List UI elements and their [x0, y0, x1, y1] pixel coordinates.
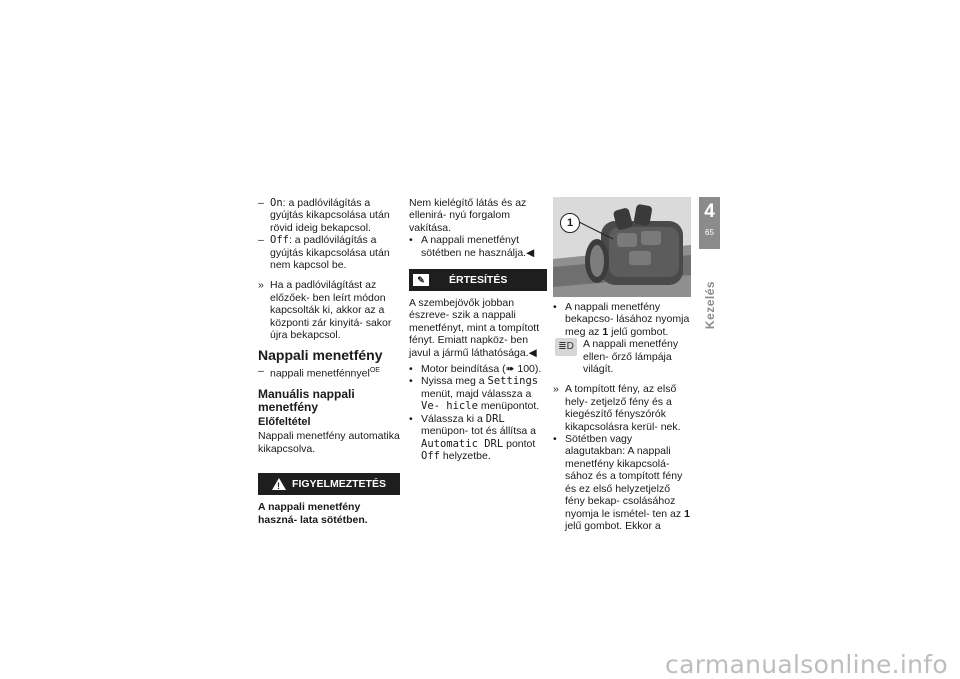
daytime-running-light-icon: ≣D	[555, 338, 577, 356]
column-2	[409, 197, 547, 462]
indicator-lamp-row	[553, 338, 691, 375]
heading-manual-drl: Manuális nappali menetfény	[258, 387, 355, 415]
code-off: Off	[270, 234, 289, 247]
step-open-settings: • Nyissa meg a Settings menüt, majd válassza a Ve- hicle menüpontot.	[409, 375, 540, 413]
bullet-tunnel: • Sötétben vagy alagutakban: A nappali menetfény kikapcsolá- sához és a tompított fény és ez első helyzetjelző fény bekap- csolásához nyomja le ismétel- ten az 1 jelű gombot. Ekkor a	[553, 433, 690, 532]
bullet-press-button: • A nappali menetfény bekapcso- lásához nyomja meg az 1 jelű gombot.	[553, 301, 690, 338]
warning-box: ! FIGYELMEZTETÉS	[258, 473, 400, 495]
page-ref-arrow-icon: ➠	[505, 363, 515, 376]
section-label: Kezelés	[702, 280, 717, 330]
watermark: carmanualsonline.info	[665, 649, 948, 679]
chapter-number: 4	[704, 201, 715, 222]
paragraph: Nem kielégítő látás és az ellenirá- nyú forgalom vakítása.	[409, 197, 527, 234]
column-1	[258, 197, 400, 526]
end-icon: ◀	[526, 246, 535, 259]
result-text: » A tompított fény, az első hely- zetjelző fény és a kiegészítő fényszórók kikapcsolásra kerül- nek.	[553, 383, 681, 433]
note-icon: ✎	[413, 274, 429, 286]
callout-marker: 1	[560, 213, 580, 233]
chapter-tab	[699, 197, 720, 249]
heading-drl: Nappali menetfény	[258, 347, 383, 364]
note-text: A szembejövők jobban észreve- szik a nappali menetfényt, mint a tompított fényt. Emiatt napköz- ben javul a jármű láthatósága.◀	[409, 297, 540, 359]
note-box: ✎ ÉRTESÍTÉS	[409, 269, 547, 291]
code-on: On	[270, 197, 283, 209]
warning-text: A nappali menetfény haszná- lata sötétben.	[258, 501, 368, 526]
lamp-text: A nappali menetfény ellen- őrző lámpája világít.	[583, 338, 679, 376]
page-number: 65	[705, 228, 714, 237]
step-start-engine: • Motor beindítása (➠ 100).	[409, 363, 542, 376]
drl-equipment: – nappali menetfénnyel$^{OE}$	[258, 365, 380, 380]
option-on: – On: a padlóvilágítás a gyújtás kikapcsolása után rövid ideig bekapcsol.	[258, 197, 390, 234]
heading-prerequisite: Előfeltétel	[258, 416, 311, 429]
warning-icon: !	[272, 478, 286, 490]
bullet-no-dark: • A nappali menetfényt sötétben ne használja.◀	[409, 234, 535, 259]
prerequisite-text: Nappali menetfény automatika kikapcsolva.	[258, 430, 400, 455]
step-select-drl: • Válassza ki a DRL menüpon- tot és állítsa a Automatic DRL pontot Off helyzetbe.	[409, 412, 536, 462]
column-3	[553, 197, 691, 532]
result-text: » Ha a padlóvilágítást az előzőek- ben leírt módon kapcsolták ki, akkor az a központi zár kinyitá- sakor újra bekapcsol.	[258, 279, 392, 342]
option-off: – Off: a padlóvilágítás a gyújtás kikapcsolása után nem kapcsol be.	[258, 234, 390, 272]
handlebar-switch-photo	[553, 197, 691, 297]
end-icon: ◀	[528, 346, 537, 359]
